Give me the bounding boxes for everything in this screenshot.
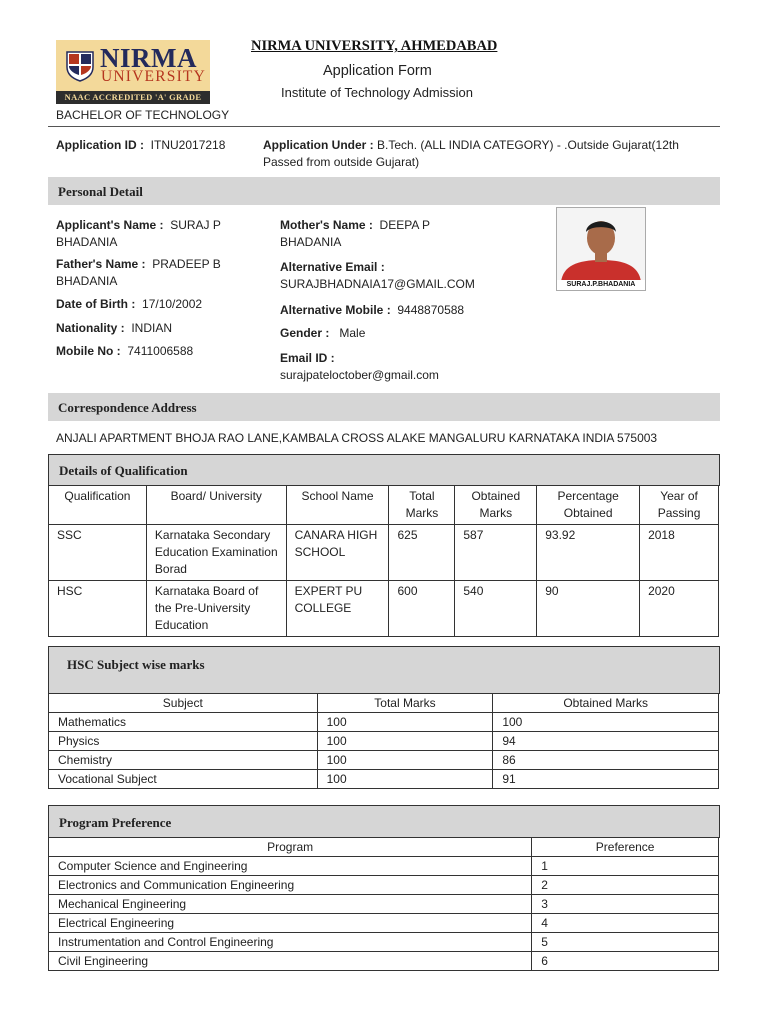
- logo-wordmark: NIRMA: [100, 43, 197, 73]
- table-cell: 4: [532, 914, 719, 933]
- table-cell: SSC: [49, 525, 147, 581]
- father-name-label: Father's Name :: [56, 257, 146, 271]
- date-of-birth: [56, 296, 202, 313]
- table-cell: 1: [532, 857, 719, 876]
- applicant-name: [56, 217, 246, 251]
- address-title: Correspondence Address: [58, 400, 197, 415]
- alt-email-value: SURAJBHADNAIA17@GMAIL.COM: [280, 277, 475, 291]
- table-row: [49, 933, 719, 952]
- email-value: surajpateloctober@gmail.com: [280, 368, 439, 382]
- table-row: [49, 952, 719, 971]
- table-row: [49, 770, 719, 789]
- table-cell: 3: [532, 895, 719, 914]
- email-id: [280, 350, 439, 384]
- table-cell: 93.92: [537, 525, 640, 581]
- application-under: [263, 137, 703, 171]
- table-cell: CANARA HIGH SCHOOL: [286, 525, 389, 581]
- hsc-marks-title: HSC Subject wise marks: [67, 657, 205, 672]
- table-cell: 600: [389, 581, 455, 637]
- program-header-row: [49, 838, 719, 857]
- mother-name-label: Mother's Name :: [280, 218, 373, 232]
- dob-value: 17/10/2002: [142, 297, 203, 311]
- photo-caption: SURAJ.P.BHADANIA: [557, 280, 645, 290]
- col-subject: Subject: [49, 694, 318, 713]
- application-id: [56, 137, 225, 154]
- address-header: [48, 393, 720, 421]
- address-text: ANJALI APARTMENT BHOJA RAO LANE,KAMBALA CROSS ALAKE MANGALURU KARNATAKA INDIA 575003: [56, 431, 658, 445]
- alternative-mobile: [280, 302, 464, 319]
- gender-label: Gender :: [280, 326, 330, 340]
- nirma-logo: [56, 40, 210, 104]
- table-cell: 5: [532, 933, 719, 952]
- col-obtained-marks: Obtained Marks: [493, 694, 719, 713]
- table-row: [49, 857, 719, 876]
- logo-subtitle: UNIVERSITY: [101, 68, 206, 85]
- email-label: Email ID :: [280, 351, 335, 365]
- col-school: School Name: [286, 486, 389, 525]
- col-year: Year of Passing: [640, 486, 719, 525]
- nationality: [56, 320, 172, 337]
- table-row: [49, 876, 719, 895]
- table-cell: 6: [532, 952, 719, 971]
- application-id-value: ITNU2017218: [150, 138, 226, 152]
- application-under-value: B.Tech. (ALL INDIA CATEGORY) - .Outside Gujarat(12th Passed from outside Gujarat): [263, 138, 679, 169]
- table-cell: Mechanical Engineering: [49, 895, 532, 914]
- table-cell: 94: [493, 732, 719, 751]
- table-cell: Chemistry: [49, 751, 318, 770]
- table-cell: Civil Engineering: [49, 952, 532, 971]
- father-name: [56, 256, 246, 290]
- gender: [280, 325, 365, 342]
- personal-detail-title: Personal Detail: [58, 184, 143, 199]
- table-cell: 100: [317, 770, 493, 789]
- table-cell: 100: [317, 713, 493, 732]
- table-row: [49, 525, 719, 581]
- table-cell: 90: [537, 581, 640, 637]
- table-row: [49, 713, 719, 732]
- table-cell: 2020: [640, 581, 719, 637]
- table-cell: EXPERT PU COLLEGE: [286, 581, 389, 637]
- table-row: [49, 581, 719, 637]
- table-cell: 625: [389, 525, 455, 581]
- form-title: Application Form: [323, 63, 432, 79]
- header-divider: [48, 126, 720, 127]
- table-cell: Vocational Subject: [49, 770, 318, 789]
- alt-mobile-label: Alternative Mobile :: [280, 303, 391, 317]
- university-crest-icon: [65, 50, 95, 82]
- hsc-marks-table: [48, 693, 719, 789]
- applicant-photo-icon: [557, 208, 645, 290]
- application-id-label: Application ID :: [56, 138, 144, 152]
- table-cell: Karnataka Secondary Education Examination Borad: [146, 525, 286, 581]
- col-program: Program: [49, 838, 532, 857]
- applicant-photo: [556, 207, 646, 291]
- table-cell: Electrical Engineering: [49, 914, 532, 933]
- qualification-header-row: [49, 486, 719, 525]
- table-row: [49, 914, 719, 933]
- gender-value: Male: [339, 326, 366, 340]
- mobile-number: [56, 343, 193, 360]
- hsc-header-row: [49, 694, 719, 713]
- col-qualification: Qualification: [49, 486, 147, 525]
- col-percentage: Percentage Obtained: [537, 486, 640, 525]
- institute-title: Institute of Technology Admission: [281, 85, 473, 100]
- col-total-marks: Total Marks: [389, 486, 455, 525]
- qualification-table: [48, 485, 719, 637]
- table-row: [49, 751, 719, 770]
- table-row: [49, 895, 719, 914]
- table-cell: 2018: [640, 525, 719, 581]
- alternative-email: [280, 259, 475, 293]
- program-title: BACHELOR OF TECHNOLOGY: [56, 108, 230, 122]
- nationality-value: INDIAN: [131, 321, 173, 335]
- table-cell: 100: [317, 751, 493, 770]
- table-cell: Instrumentation and Control Engineering: [49, 933, 532, 952]
- table-cell: 587: [455, 525, 537, 581]
- program-preference-table: [48, 837, 719, 971]
- table-cell: Physics: [49, 732, 318, 751]
- applicant-name-value: SURAJ P BHADANIA: [56, 218, 221, 249]
- table-cell: 86: [493, 751, 719, 770]
- table-cell: 91: [493, 770, 719, 789]
- nationality-label: Nationality :: [56, 321, 125, 335]
- table-cell: Electronics and Communication Engineering: [49, 876, 532, 895]
- table-cell: 100: [493, 713, 719, 732]
- mobile-label: Mobile No :: [56, 344, 121, 358]
- alt-mobile-value: 9448870588: [397, 303, 465, 317]
- col-total-marks: Total Marks: [317, 694, 493, 713]
- mother-name-value: DEEPA P BHADANIA: [280, 218, 430, 249]
- col-board: Board/ University: [146, 486, 286, 525]
- table-cell: 540: [455, 581, 537, 637]
- university-title: NIRMA UNIVERSITY, AHMEDABAD: [251, 38, 498, 54]
- table-cell: Mathematics: [49, 713, 318, 732]
- qualification-title: Details of Qualification: [59, 463, 188, 478]
- program-preference-title: Program Preference: [59, 815, 172, 830]
- applicant-name-label: Applicant's Name :: [56, 218, 164, 232]
- personal-detail-header: [48, 177, 720, 205]
- mother-name: [280, 217, 470, 251]
- table-cell: Karnataka Board of the Pre-University Education: [146, 581, 286, 637]
- alt-email-label: Alternative Email :: [280, 260, 385, 274]
- dob-label: Date of Birth :: [56, 297, 136, 311]
- accreditation-strip: NAAC ACCREDITED 'A' GRADE: [56, 91, 210, 104]
- table-cell: 2: [532, 876, 719, 895]
- hsc-marks-header: [48, 646, 720, 694]
- application-under-label: Application Under :: [263, 138, 374, 152]
- table-cell: HSC: [49, 581, 147, 637]
- father-name-value: PRADEEP B BHADANIA: [56, 257, 221, 288]
- col-preference: Preference: [532, 838, 719, 857]
- mobile-value: 7411006588: [127, 344, 194, 358]
- table-cell: Computer Science and Engineering: [49, 857, 532, 876]
- table-cell: 100: [317, 732, 493, 751]
- program-preference-header: [48, 805, 720, 838]
- col-obtained-marks: Obtained Marks: [455, 486, 537, 525]
- qualification-header: [48, 454, 720, 486]
- table-row: [49, 732, 719, 751]
